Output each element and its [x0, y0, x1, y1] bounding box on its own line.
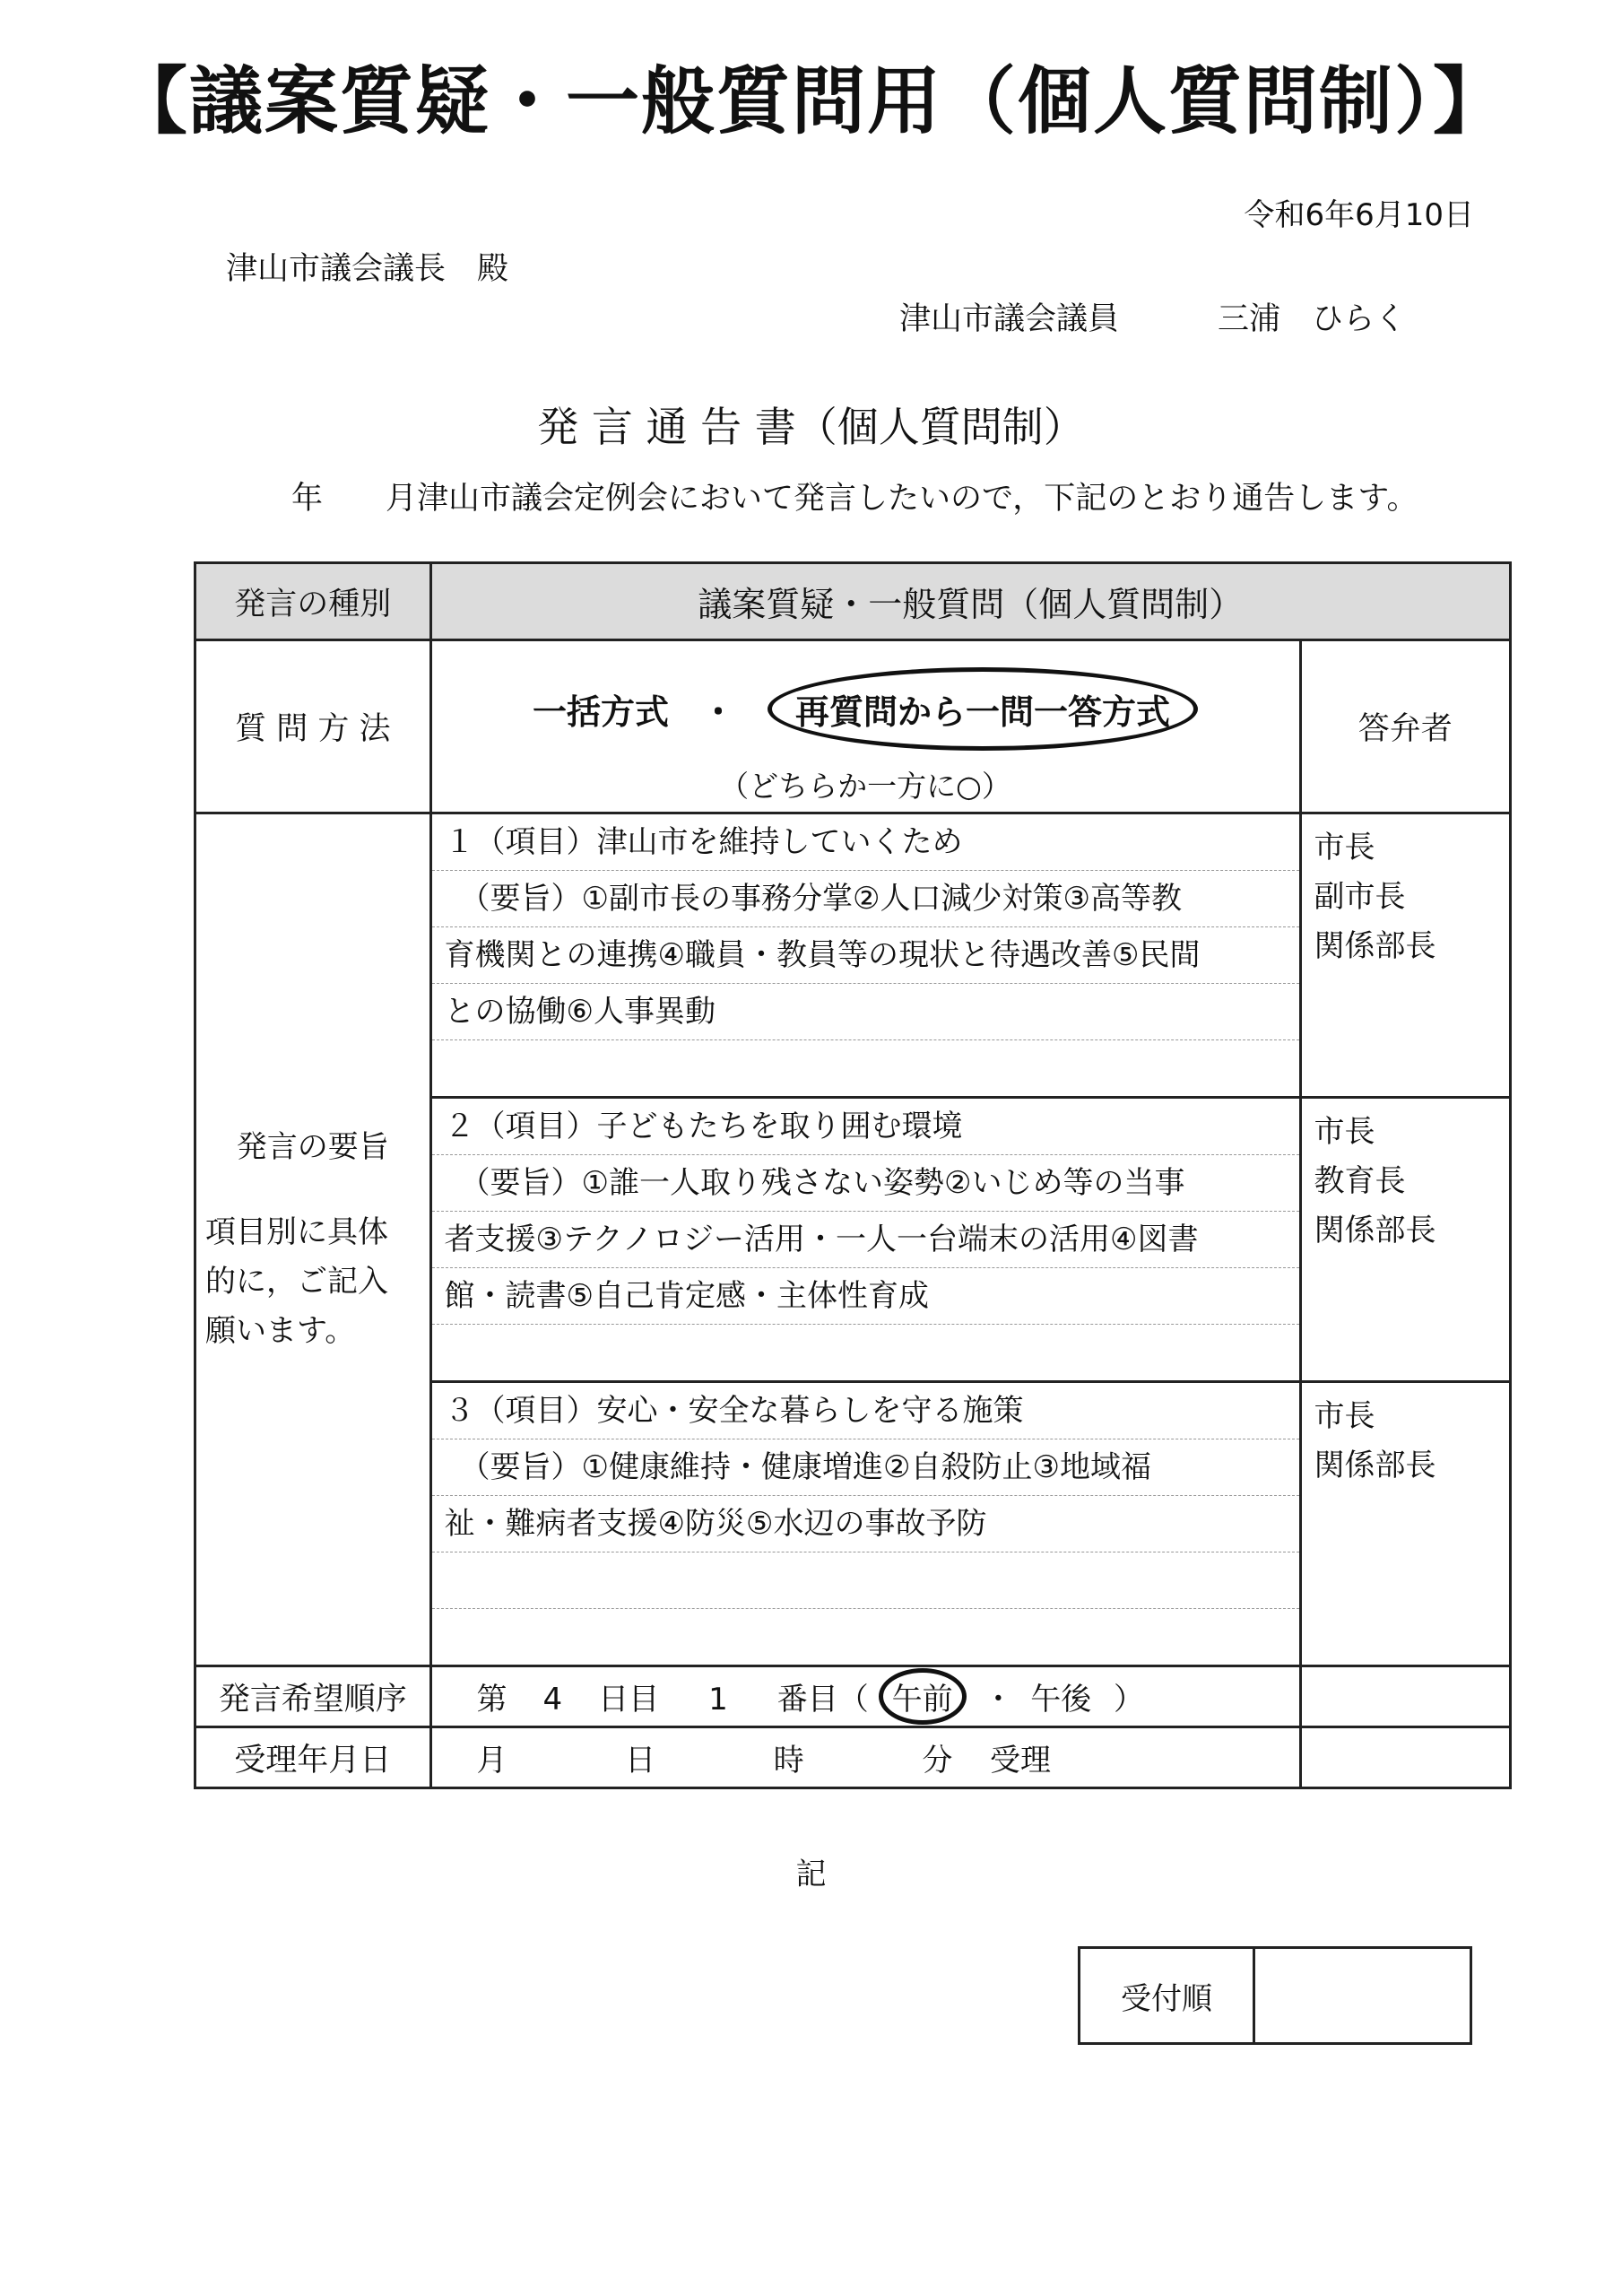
summary-label-cell — [195, 813, 431, 1666]
method-cell — [430, 640, 1300, 813]
ki-mark: 記 — [795, 1857, 827, 1892]
respondent: 市長 — [1314, 1398, 1375, 1434]
order-day[interactable]: 4 — [542, 1682, 563, 1718]
respondent: 関係部長 — [1314, 1213, 1436, 1248]
item-1-respondents — [1300, 813, 1511, 1098]
method-option-one-by-one[interactable]: 再質問から一問一答方式 — [768, 667, 1198, 751]
order-empty — [1300, 1666, 1511, 1727]
order-am[interactable]: 午前 — [879, 1668, 967, 1725]
order-number[interactable]: 1 — [708, 1682, 728, 1718]
receipt-hour: 時 — [773, 1743, 804, 1779]
item-line: （要旨）①健康維持・健康増進②自殺防止③地域福 — [432, 1439, 1299, 1496]
respondent: 関係部長 — [1314, 928, 1436, 964]
receipt-month: 月 — [476, 1743, 507, 1779]
method-option-batch[interactable]: 一括方式 — [533, 692, 670, 732]
method-label: 質 問 方 法 — [195, 640, 431, 813]
method-note: （どちらか一方に○） — [719, 769, 1011, 804]
summary-instruction-2: 的に，ご記入 — [205, 1264, 388, 1300]
summary-instruction-1: 項目別に具体 — [205, 1214, 388, 1250]
item-1 — [430, 813, 1300, 1098]
order-number-suffix: 番目（ — [776, 1682, 869, 1718]
item-line: ２（項目）子どもたちを取り囲む環境 — [432, 1099, 1299, 1155]
type-value: 議案質疑・一般質問（個人質問制） — [430, 563, 1510, 640]
receipt-minute: 分 — [922, 1743, 953, 1779]
respondent: 市長 — [1314, 830, 1375, 865]
receipt-empty — [1300, 1727, 1511, 1788]
item-line — [432, 1609, 1299, 1665]
item-line: １（項目）津山市を維持していくため — [432, 814, 1299, 871]
notice-table — [194, 561, 1512, 1789]
intro-text: 年 月津山市議会定例会において発言したいので，下記のとおり通告します。 — [291, 481, 1418, 517]
form-title: 【議案質疑・一般質問用（個人質問制）】 — [113, 59, 1508, 144]
order-dot: ・ — [983, 1682, 1014, 1718]
item-line: との協働⑥人事異動 — [432, 984, 1299, 1040]
summary-label: 発言の要旨 — [236, 1129, 389, 1165]
item-line: 館・読書⑤自己肯定感・主体性育成 — [432, 1268, 1299, 1325]
item-2 — [430, 1098, 1300, 1382]
order-label: 発言希望順序 — [195, 1666, 431, 1727]
addressee: 津山市議会議長 殿 — [226, 251, 509, 287]
sender — [899, 294, 1406, 339]
receipt-word: 受理 — [990, 1743, 1052, 1779]
receipt-order-label: 受付順 — [1080, 1948, 1254, 2044]
item-line: 祉・難病者支援④防災⑤水辺の事故予防 — [432, 1496, 1299, 1552]
item-line: （要旨）①誰一人取り残さない姿勢②いじめ等の当事 — [432, 1155, 1299, 1212]
order-close: ） — [1114, 1682, 1145, 1718]
respondent-label: 答弁者 — [1300, 640, 1511, 813]
item-line — [432, 1040, 1299, 1096]
item-3 — [430, 1382, 1300, 1666]
receipt-label: 受理年月日 — [195, 1727, 431, 1788]
receipt-order-box — [1078, 1946, 1472, 2045]
item-2-respondents — [1300, 1098, 1511, 1382]
date: 令和6年6月10日 — [1244, 197, 1474, 233]
receipt-day: 日 — [625, 1743, 656, 1779]
respondent: 教育長 — [1314, 1163, 1406, 1199]
summary-instruction-3: 願います。 — [205, 1313, 356, 1349]
item-line: 者支援③テクノロジー活用・一人一台端末の活用④図書 — [432, 1212, 1299, 1268]
order-cell — [430, 1666, 1300, 1727]
order-day-suffix: 日目 — [598, 1682, 660, 1718]
order-day-prefix: 第 — [476, 1682, 507, 1718]
respondent: 副市長 — [1314, 879, 1406, 915]
method-separator: ・ — [701, 692, 736, 732]
item-line — [432, 1552, 1299, 1609]
respondent: 関係部長 — [1314, 1448, 1436, 1483]
item-line — [432, 1325, 1299, 1380]
sender-name: 三浦 ひらく — [1218, 301, 1407, 337]
sender-role: 津山市議会議員 — [899, 301, 1120, 337]
order-pm[interactable]: 午後 — [1030, 1682, 1092, 1718]
receipt-order-value[interactable] — [1254, 1948, 1471, 2044]
respondent: 市長 — [1314, 1114, 1375, 1150]
item-line: ３（項目）安心・安全な暮らしを守る施策 — [432, 1383, 1299, 1439]
item-line: （要旨）①副市長の事務分掌②人口減少対策③高等教 — [432, 871, 1299, 927]
receipt-cell — [430, 1727, 1300, 1788]
document-title: 発 言 通 告 書（個人質問制） — [537, 403, 1085, 451]
type-label: 発言の種別 — [195, 563, 431, 640]
item-3-respondents — [1300, 1382, 1511, 1666]
item-line: 育機関との連携④職員・教員等の現状と待遇改善⑤民間 — [432, 927, 1299, 984]
